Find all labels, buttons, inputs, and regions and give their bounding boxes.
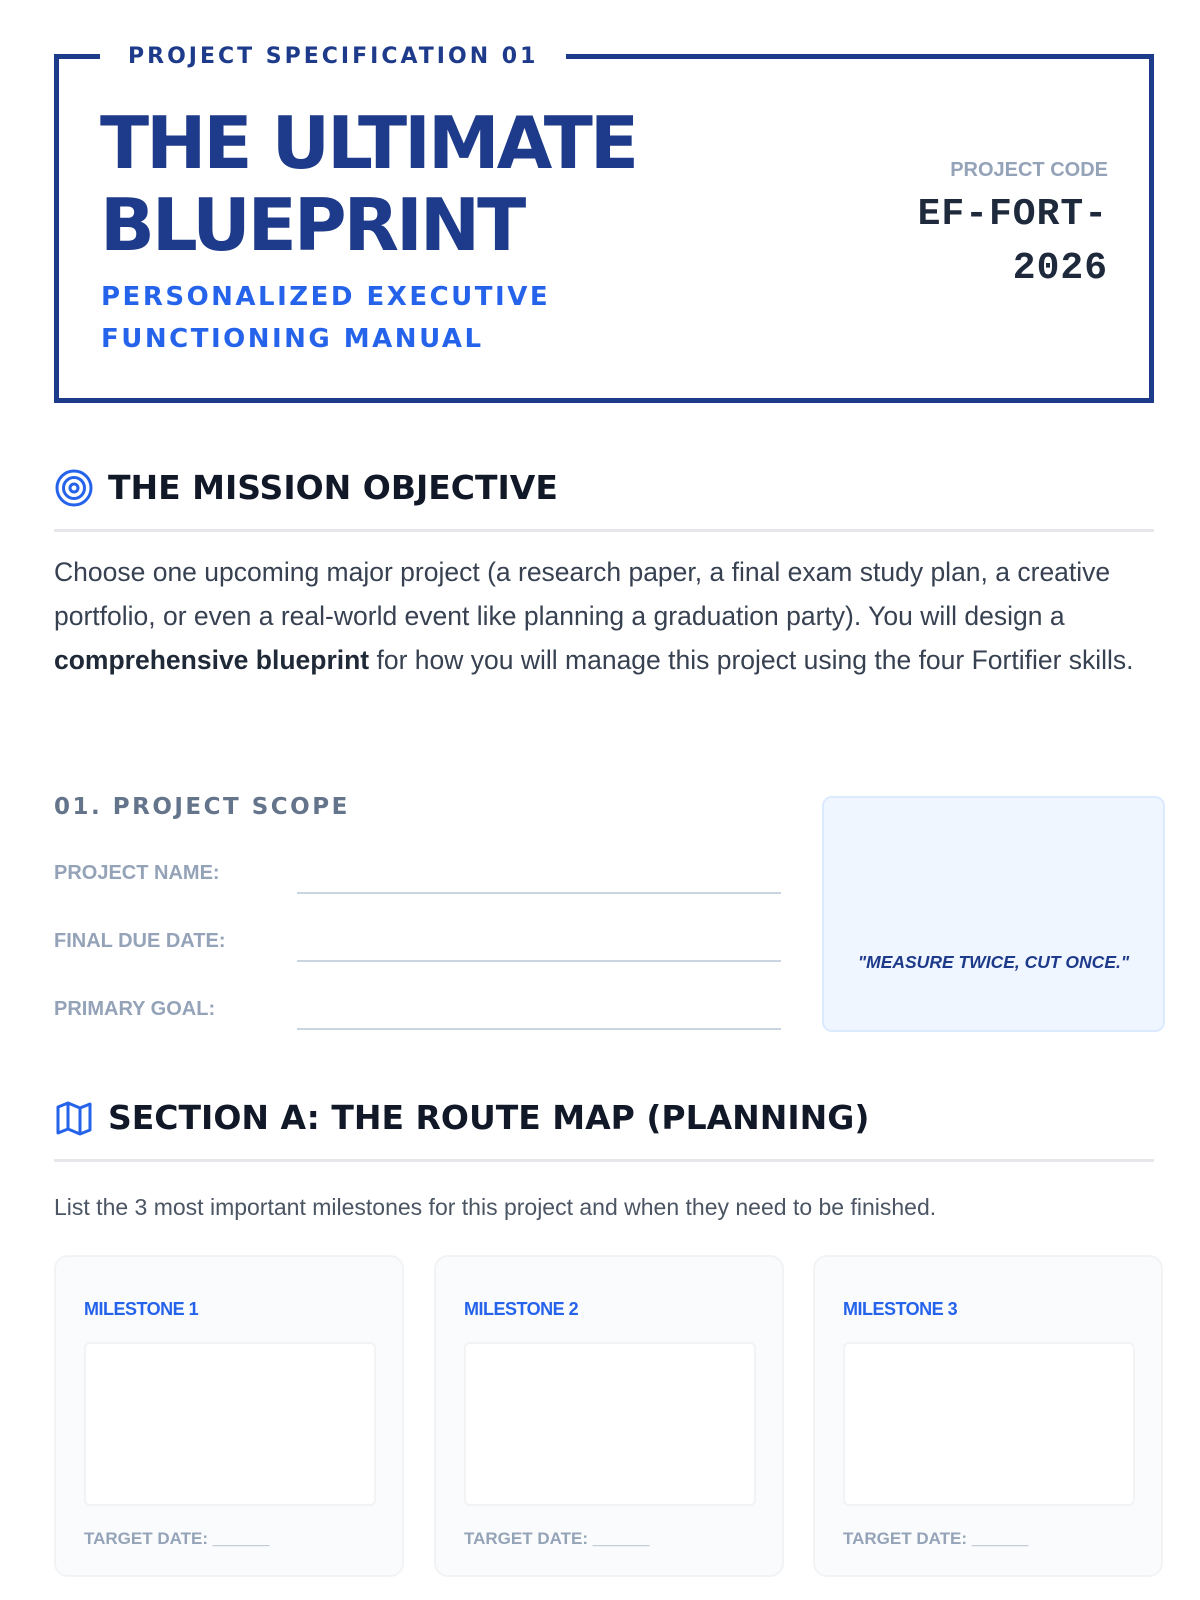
quote-text: "MEASURE TWICE, CUT ONCE." <box>857 952 1130 972</box>
milestone-card-2 <box>434 1255 784 1577</box>
mission-emphasis: comprehensive blueprint <box>54 645 370 675</box>
project-code-label: PROJECT CODE <box>950 159 1108 181</box>
route-map-section-heading <box>54 1082 1154 1162</box>
project-code-value <box>868 188 1108 296</box>
milestone-label: MILESTONE 3 <box>843 1299 958 1319</box>
milestone-label: MILESTONE 2 <box>464 1299 579 1319</box>
page-title <box>100 102 636 266</box>
milestone-target-date: TARGET DATE: ______ <box>84 1529 270 1548</box>
map-icon <box>54 1098 94 1138</box>
title-line-1: THE ULTIMATE <box>100 101 637 185</box>
mission-title: THE MISSION OBJECTIVE <box>108 468 558 507</box>
project-code-line-1: EF-FORT- <box>917 193 1108 236</box>
project-code-line-2: 2026 <box>1012 247 1108 290</box>
final-due-date-line[interactable] <box>297 960 781 962</box>
final-due-date-field[interactable] <box>54 922 781 962</box>
title-line-2: BLUEPRINT <box>100 183 524 267</box>
primary-goal-line[interactable] <box>297 1028 781 1030</box>
project-name-line[interactable] <box>297 892 781 894</box>
final-due-date-label: FINAL DUE DATE: <box>54 930 226 952</box>
primary-goal-field[interactable] <box>54 990 781 1030</box>
project-name-label: PROJECT NAME: <box>54 862 220 884</box>
page-subtitle: PERSONALIZED EXECUTIVE FUNCTIONING MANUAL <box>101 282 551 354</box>
project-name-field[interactable] <box>54 854 781 894</box>
milestone-target-date: TARGET DATE: ______ <box>843 1529 1029 1548</box>
target-icon <box>54 468 94 508</box>
quote-callout <box>822 796 1165 1032</box>
route-map-instructions: List the 3 most important milestones for this project and when they need to be finished. <box>54 1194 937 1220</box>
project-spec-tag: PROJECT SPECIFICATION 01 <box>100 40 566 74</box>
milestone-card-3 <box>813 1255 1163 1577</box>
mission-description: Choose one upcoming major project (a research paper, a final exam study plan, a creative portfolio, or even a real-world event like planning a graduation party). You will design a comprehensive blueprint for how you will manage this project using the four Fortifier skills. <box>54 557 1134 675</box>
milestone-input[interactable] <box>464 1342 756 1506</box>
milestone-input[interactable] <box>843 1342 1135 1506</box>
milestone-label: MILESTONE 1 <box>84 1299 199 1319</box>
milestone-target-date: TARGET DATE: ______ <box>464 1529 650 1548</box>
milestone-input[interactable] <box>84 1342 376 1506</box>
route-map-title: SECTION A: THE ROUTE MAP (PLANNING) <box>108 1098 870 1137</box>
mission-section-heading <box>54 452 1154 532</box>
milestone-card-1 <box>54 1255 404 1577</box>
project-scope-title: 01. PROJECT SCOPE <box>54 794 350 820</box>
primary-goal-label: PRIMARY GOAL: <box>54 998 216 1020</box>
